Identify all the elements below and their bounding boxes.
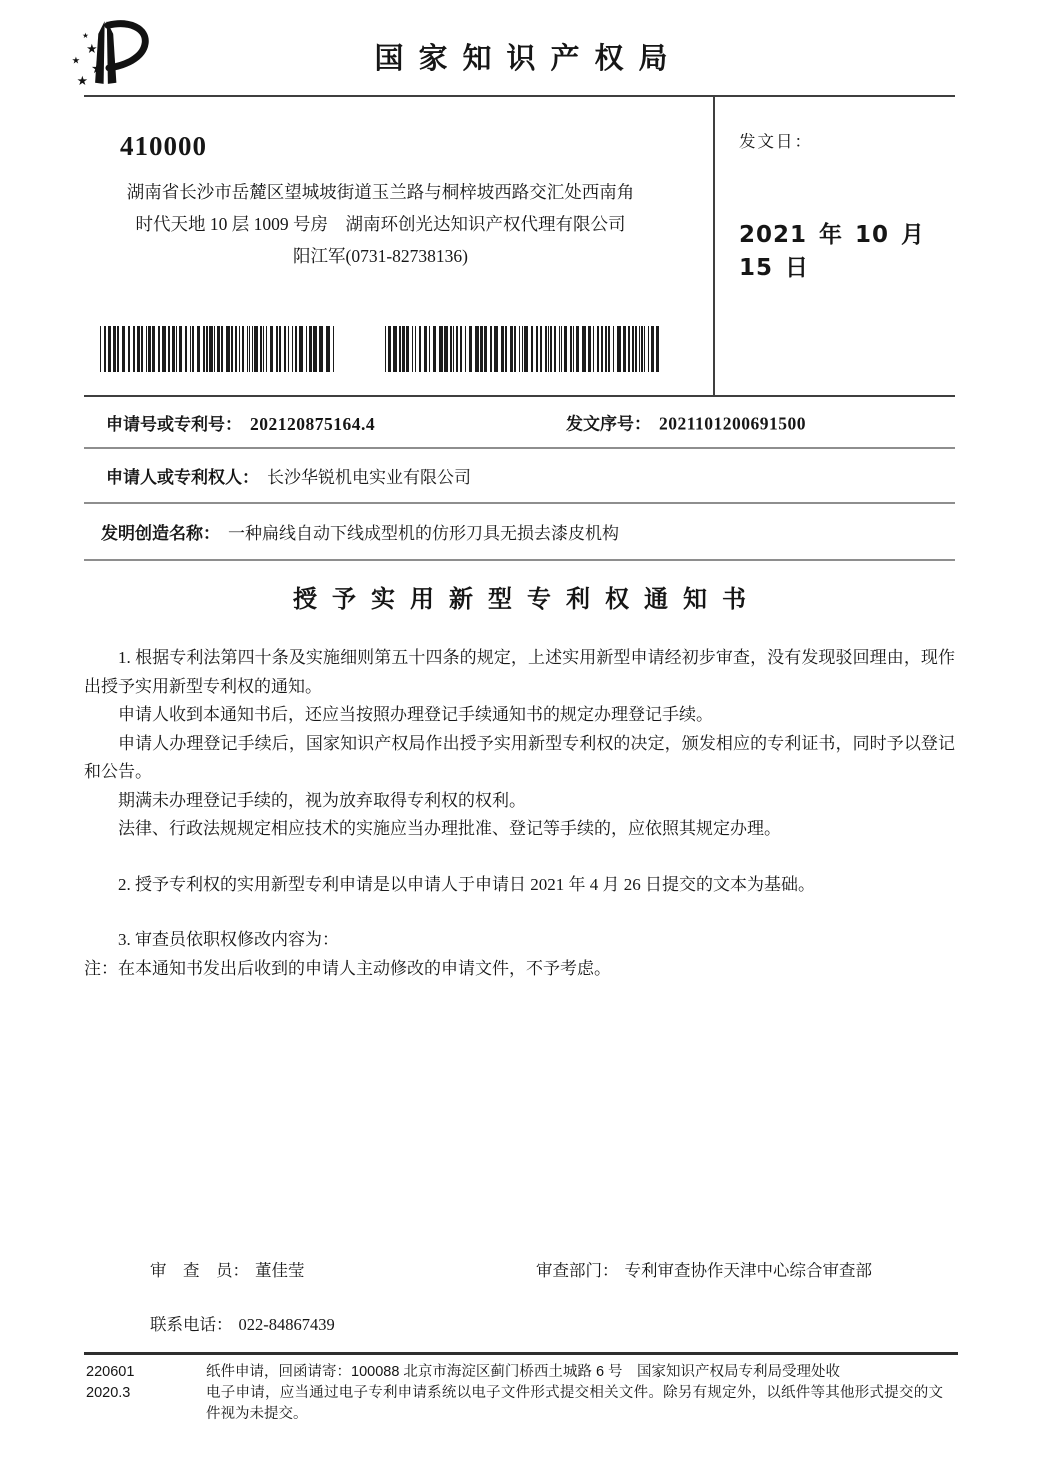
invention-title-value: 一种扁线自动下线成型机的仿形刀具无损去漆皮机构 <box>228 524 619 543</box>
form-code: 220601 <box>86 1364 135 1380</box>
issue-date-box <box>713 97 955 395</box>
body-paragraph-2: 申请人收到本通知书后，还应当按照办理登记手续通知书的规定办理登记手续。 <box>118 705 713 724</box>
applicant-pair <box>106 463 471 488</box>
form-version: 2020.3 <box>86 1385 131 1401</box>
phone-label: 联系电话： <box>150 1315 233 1334</box>
issue-date-label: 发文日： <box>739 132 813 151</box>
examiner-name: 董佳莹 <box>255 1261 305 1280</box>
body-paragraph-6: 2. 授予专利权的实用新型专利申请是以申请人于申请日 2021 年 4 月 26 日提交的文本为基础。 <box>118 874 815 894</box>
address-line-1: 湖南省长沙市岳麓区望城坡街道玉兰路与桐梓坡西路交汇处西南角 <box>126 182 635 202</box>
cnipa-logo <box>62 20 158 86</box>
serial-number-label: 发文序号： <box>566 414 651 434</box>
notice-body <box>84 644 955 983</box>
applicant-row <box>84 449 955 504</box>
body-paragraph-3: 申请人办理登记手续后，国家知识产权局作出授予实用新型专利权的决定，颁发相应的专利证书，同时予以登记和公告。 <box>84 733 955 781</box>
serial-number-pair <box>566 410 806 435</box>
star-icon: ★ <box>86 42 98 57</box>
issue-date-value: 2021 年 10 月 15 日 <box>739 222 926 281</box>
application-number-pair <box>106 410 375 435</box>
form-identifiers <box>84 1362 206 1425</box>
examiner-label: 审 查 员： <box>150 1261 249 1280</box>
department-pair <box>536 1257 872 1281</box>
department-name: 专利审查协作天津中心综合审查部 <box>624 1261 872 1280</box>
star-icon: ★ <box>71 55 81 67</box>
application-number-value: 202120875164.4 <box>250 413 376 434</box>
application-number-label: 申请号或专利号： <box>106 414 242 434</box>
examiner-row <box>84 1257 955 1281</box>
examiner-pair <box>150 1261 305 1280</box>
agency-title: 国家知识产权局 <box>374 43 683 75</box>
body-paragraph-1: 1. 根据专利法第四十条及实施细则第五十四条的规定，上述实用新型申请经初步审查，没有发现驳回理由，现作出授予实用新型专利权的通知。 <box>84 648 955 696</box>
document-footer <box>84 1352 958 1425</box>
cnipa-logo-graphic <box>62 20 158 86</box>
address-line-2: 时代天地 10 层 1009 号房 湖南环创光达知识产权代理有限公司 <box>135 214 626 234</box>
star-icon: ★ <box>91 61 104 78</box>
footer-notes <box>206 1362 943 1425</box>
barcode-left <box>100 326 335 372</box>
electronic-filing-note: 电子申请，应当通过电子专利申请系统以电子文件形式提交相关文件。除另有规定外，以纸件等其他形式提交的文件视为未提交。 <box>206 1385 943 1422</box>
application-number-row <box>84 397 955 449</box>
department-label: 审查部门： <box>536 1261 619 1280</box>
star-icon: ★ <box>82 31 89 41</box>
barcode-row <box>100 326 713 372</box>
invention-title-row <box>84 504 955 561</box>
mailing-address <box>84 176 713 272</box>
phone-value: 022-84867439 <box>238 1315 335 1334</box>
star-icon: ★ <box>76 73 89 86</box>
barcode-right <box>385 326 661 372</box>
invention-title-pair <box>101 519 619 544</box>
phone-row <box>150 1311 955 1335</box>
mailing-block <box>84 97 713 395</box>
notice-title: 授予实用新型专利权通知书 <box>293 586 761 613</box>
applicant-label: 申请人或专利权人： <box>106 468 259 487</box>
examiner-section <box>84 1257 955 1335</box>
document-header <box>84 0 955 97</box>
postal-code: 410000 <box>120 131 207 161</box>
body-paragraph-7: 3. 审查员依职权修改内容为： <box>118 930 339 949</box>
applicant-value: 长沙华锐机电实业有限公司 <box>267 468 471 487</box>
body-paragraph-4: 期满未办理登记手续的，视为放弃取得专利权的权利。 <box>118 790 526 810</box>
body-paragraph-5: 法律、行政法规规定相应技术的实施应当办理批准、登记等手续的，应依照其规定办理。 <box>118 819 781 838</box>
serial-number-value: 2021101200691500 <box>659 413 807 434</box>
mailing-and-date-section <box>84 97 955 397</box>
paper-filing-note: 纸件申请，回函请寄：100088 北京市海淀区蓟门桥西土城路 6 号 国家知识产权局专利局受理处收 <box>206 1364 841 1380</box>
address-recipient: 阳江军(0731-82738136) <box>293 246 468 266</box>
invention-title-label: 发明创造名称： <box>101 524 220 543</box>
body-paragraph-8: 注：在本通知书发出后收到的申请人主动修改的申请文件，不予考虑。 <box>84 958 611 978</box>
